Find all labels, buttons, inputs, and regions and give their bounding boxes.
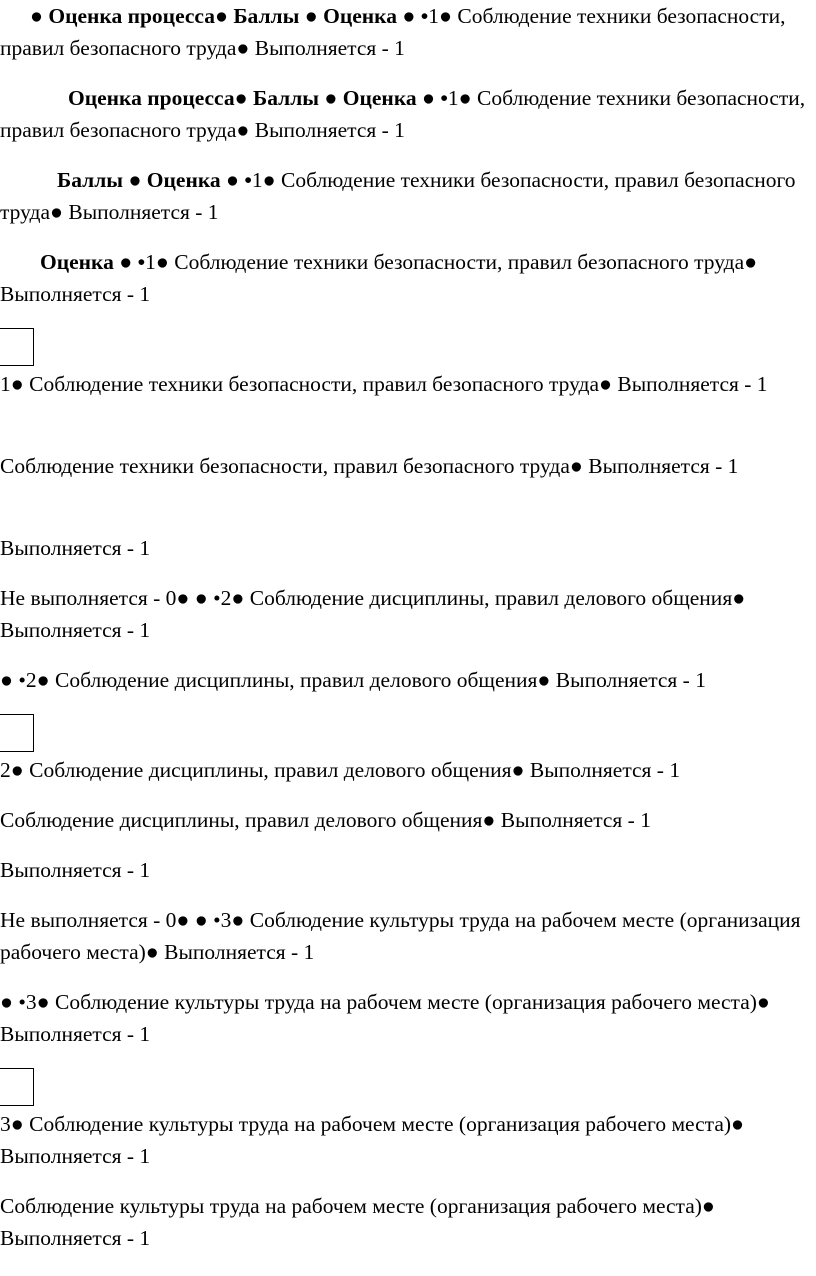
- paragraph-11: Соблюдение дисциплины, правил делового общения● Выполняется - 1: [0, 808, 651, 832]
- paragraph-12: Выполняется - 1: [0, 858, 151, 882]
- paragraph-10: 2● Соблюдение дисциплины, правил делового общения● Выполняется - 1: [0, 758, 681, 782]
- paragraph-3-text: 1● Соблюдение техники безопасности, правил безопасного труда● Выполняется - 1: [0, 168, 796, 224]
- table-cell-box-2: [0, 714, 34, 752]
- paragraph-2-text: 1● Соблюдение техники безопасности, правил безопасного труда● Выполняется - 1: [0, 86, 806, 142]
- paragraph-15: 3● Соблюдение культуры труда на рабочем месте (организация рабочего места)● Выполняется - 1: [0, 1112, 745, 1168]
- paragraph-16: Соблюдение культуры труда на рабочем месте (организация рабочего места)● Выполняется - 1: [0, 1194, 715, 1250]
- paragraph-4-bold: Оценка ● •: [40, 250, 146, 274]
- table-cell-box-1: [0, 328, 34, 366]
- paragraph-14: ● •3● Соблюдение культуры труда на рабочем месте (организация рабочего места)● Выполняется - 1: [0, 990, 770, 1046]
- paragraph-6: Соблюдение техники безопасности, правил безопасного труда● Выполняется - 1: [0, 454, 739, 478]
- paragraph-9: ● •2● Соблюдение дисциплины, правил делового общения● Выполняется - 1: [0, 668, 706, 692]
- paragraph-13: Не выполняется - 0● ● •3● Соблюдение культуры труда на рабочем месте (организация рабочего места)● Выполняется - 1: [0, 908, 801, 964]
- paragraph-2-bold: Оценка процесса● Баллы ● Оценка ● •: [68, 86, 448, 110]
- paragraph-1: [0, 0, 812, 64]
- table-cell-box-3: [0, 1068, 34, 1106]
- paragraph-1-text: 1● Соблюдение техники безопасности, правил безопасного труда● Выполняется - 1: [0, 4, 786, 60]
- paragraph-2: [0, 82, 812, 146]
- paragraph-3: [0, 164, 812, 228]
- paragraph-1-bold: ● Оценка процесса● Баллы ● Оценка ● •: [30, 4, 429, 28]
- paragraph-5: 1● Соблюдение техники безопасности, правил безопасного труда● Выполняется - 1: [0, 372, 768, 396]
- paragraph-4: [0, 246, 812, 310]
- paragraph-7: Выполняется - 1: [0, 536, 151, 560]
- paragraph-3-bold: Баллы ● Оценка ● •: [57, 168, 252, 192]
- paragraph-8: Не выполняется - 0● ● •2● Соблюдение дисциплины, правил делового общения● Выполняется - 1: [0, 586, 746, 642]
- paragraph-4-text: 1● Соблюдение техники безопасности, правил безопасного труда● Выполняется - 1: [0, 250, 758, 306]
